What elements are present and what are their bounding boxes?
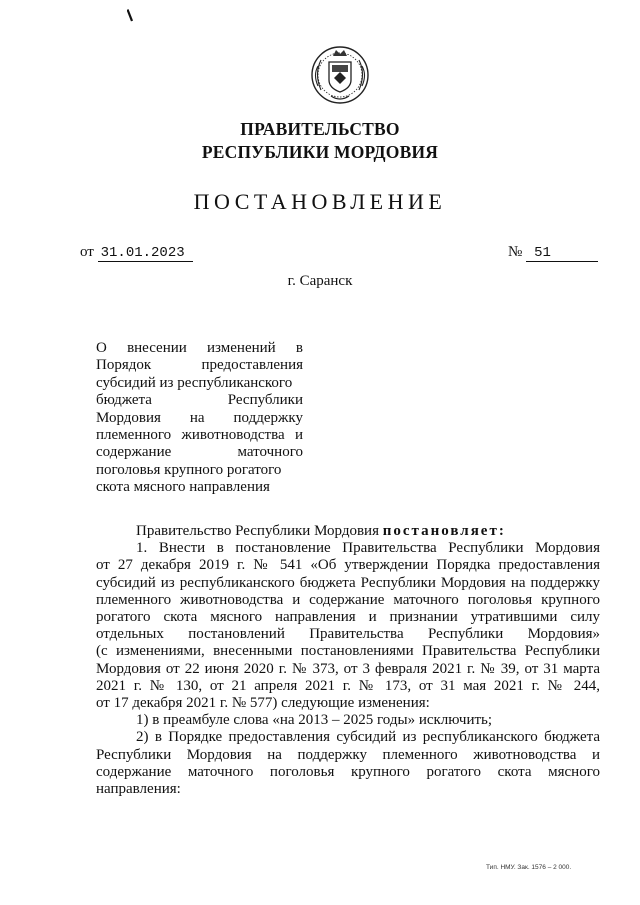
body-line: отдельных постановлений Правительства Республики Мордовия» (96, 626, 600, 643)
subject-line: содержание маточного (96, 444, 303, 461)
subject-line: поголовья крупного рогатого (96, 461, 282, 478)
body-line: (с изменениями, внесенными постановлениями Правительства Республики (96, 643, 600, 660)
document-subject (96, 340, 303, 497)
subject-line: скота мясного направления (96, 479, 270, 496)
organization-name-line1: ПРАВИТЕЛЬСТВО (240, 119, 400, 139)
document-date: 31.01.2023 (98, 246, 193, 262)
date-line (80, 244, 193, 262)
document-number: 51 (526, 246, 598, 262)
number-prefix: № (508, 244, 523, 260)
subject-line: Порядок предоставления (96, 357, 303, 374)
subject-line: Мордовия на поддержку (96, 409, 303, 426)
subject-line: племенного животноводства и (96, 427, 303, 444)
body-line: от 27 декабря 2019 г. № 541 «Об утверждении Порядка предоставления (96, 557, 600, 574)
body-line: племенного животноводства и содержание маточного поголовья крупного (96, 591, 600, 608)
body-line: субсидий из республиканского бюджета Республики Мордовия на поддержку (96, 574, 600, 591)
subject-line: О внесении изменений в (96, 340, 303, 356)
body-line: Республики Мордовия на поддержку племенного животноводства и (96, 746, 600, 763)
body-line: Мордовия от 22 июня 2020 г. № 373, от 3 февраля 2021 г. № 39, от 31 марта (96, 660, 600, 677)
body-line: рогатого скота мясного направления и признании утратившими силу (96, 609, 600, 626)
subject-line: субсидий из республиканского (96, 374, 293, 391)
print-info: Тип. НМУ. Зак. 1576 – 2 000. (486, 864, 572, 871)
city: г. Саранск (287, 273, 353, 289)
document-body (96, 523, 600, 798)
scan-mark (127, 9, 133, 22)
body-line: 1. Внести в постановление Правительства Республики Мордовия (136, 540, 600, 557)
body-line: от 17 декабря 2021 г. № 577) следующие изменения: (96, 695, 430, 712)
body-line: содержание маточного поголовья крупного рогатого скота мясного (96, 763, 600, 780)
coat-of-arms-icon (309, 42, 371, 108)
body-line: 2021 г. № 130, от 21 апреля 2021 г. № 173, от 31 мая 2021 г. № 244, (96, 677, 600, 694)
body-line: направления: (96, 781, 181, 798)
document-type: ПОСТАНОВЛЕНИЕ (193, 189, 447, 214)
number-line (508, 244, 598, 262)
decree-word: постановляет: (382, 523, 506, 539)
date-prefix: от (80, 244, 94, 260)
body-intro: Правительство Республики Мордовия (136, 523, 379, 539)
organization-name-line2: РЕСПУБЛИКИ МОРДОВИЯ (201, 142, 439, 162)
body-line: 1) в преамбуле слова «на 2013 – 2025 годы» исключить; (136, 712, 493, 729)
body-intro-line (96, 523, 600, 540)
subject-line: бюджета Республики (96, 392, 303, 409)
body-line: 2) в Порядке предоставления субсидий из республиканского бюджета (136, 729, 600, 746)
